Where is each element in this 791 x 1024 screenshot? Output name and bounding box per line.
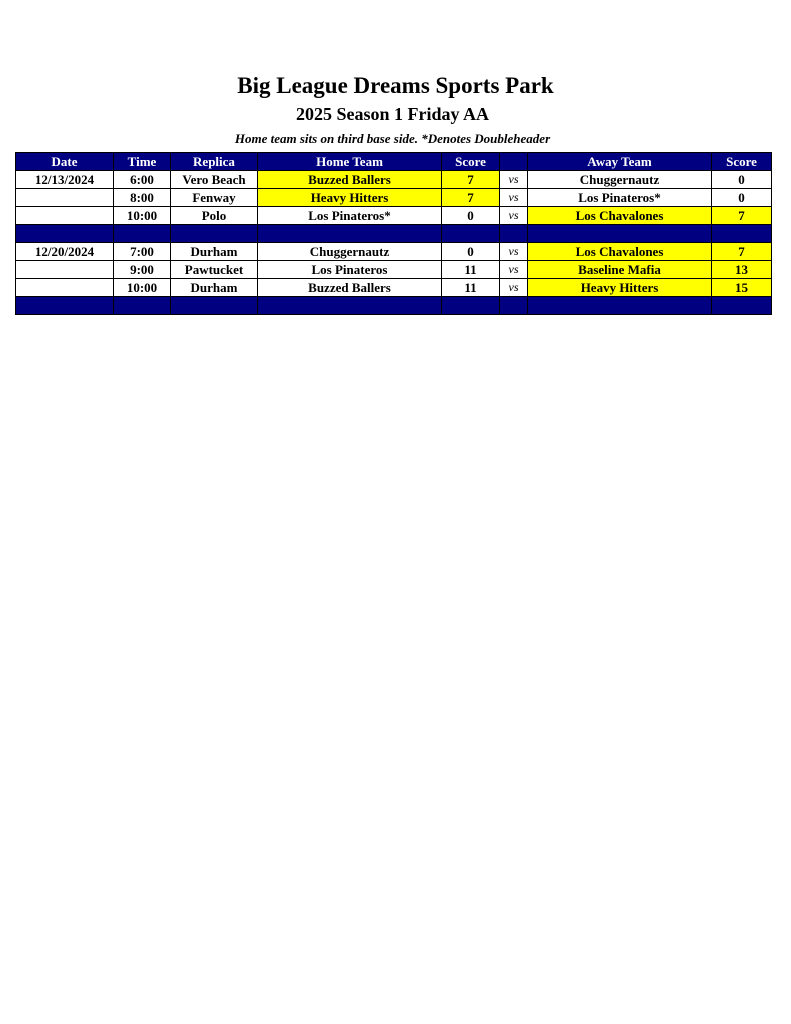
home-team: Heavy Hitters (258, 189, 442, 207)
game-date (16, 279, 114, 297)
vs-label: vs (500, 171, 528, 189)
game-date (16, 207, 114, 225)
vs-label: vs (500, 207, 528, 225)
separator-cell (712, 297, 772, 315)
separator-cell (442, 225, 500, 243)
game-row (16, 243, 772, 261)
game-time: 10:00 (114, 279, 171, 297)
away-score: 7 (712, 207, 772, 225)
separator-row (16, 297, 772, 315)
separator-cell (258, 225, 442, 243)
header-row (16, 153, 772, 171)
schedule-table (15, 152, 772, 315)
game-time: 9:00 (114, 261, 171, 279)
away-team: Los Chavalones (528, 243, 712, 261)
page-subtitle: 2025 Season 1 Friday AA (295, 104, 490, 124)
header-date: Date (16, 153, 114, 171)
home-score: 7 (442, 189, 500, 207)
home-score: 11 (442, 261, 500, 279)
home-team: Los Pinateros* (258, 207, 442, 225)
game-replica: Pawtucket (171, 261, 258, 279)
game-replica: Durham (171, 243, 258, 261)
away-team: Los Pinateros* (528, 189, 712, 207)
home-team: Chuggernautz (258, 243, 442, 261)
game-row (16, 261, 772, 279)
away-score: 15 (712, 279, 772, 297)
game-date (16, 189, 114, 207)
away-score: 13 (712, 261, 772, 279)
separator-row (16, 225, 772, 243)
game-date: 12/13/2024 (16, 171, 114, 189)
header-home-score: Score (442, 153, 500, 171)
game-time: 10:00 (114, 207, 171, 225)
game-row (16, 279, 772, 297)
away-score: 0 (712, 189, 772, 207)
header-time: Time (114, 153, 171, 171)
vs-label: vs (500, 243, 528, 261)
game-time: 7:00 (114, 243, 171, 261)
away-team: Los Chavalones (528, 207, 712, 225)
home-team: Los Pinateros (258, 261, 442, 279)
game-replica: Fenway (171, 189, 258, 207)
separator-cell (258, 297, 442, 315)
separator-cell (500, 225, 528, 243)
game-row (16, 207, 772, 225)
separator-cell (114, 225, 171, 243)
header-replica: Replica (171, 153, 258, 171)
separator-cell (16, 225, 114, 243)
separator-cell (712, 225, 772, 243)
home-score: 0 (442, 243, 500, 261)
home-team: Buzzed Ballers (258, 171, 442, 189)
page-title: Big League Dreams Sports Park (237, 73, 554, 98)
away-score: 0 (712, 171, 772, 189)
game-date (16, 261, 114, 279)
schedule-note: Home team sits on third base side. *Denotes Doubleheader (234, 131, 551, 146)
away-team: Baseline Mafia (528, 261, 712, 279)
separator-cell (500, 297, 528, 315)
away-team: Heavy Hitters (528, 279, 712, 297)
game-replica: Durham (171, 279, 258, 297)
game-time: 8:00 (114, 189, 171, 207)
game-row (16, 171, 772, 189)
game-replica: Vero Beach (171, 171, 258, 189)
game-date: 12/20/2024 (16, 243, 114, 261)
away-team: Chuggernautz (528, 171, 712, 189)
game-row (16, 189, 772, 207)
away-score: 7 (712, 243, 772, 261)
home-score: 0 (442, 207, 500, 225)
vs-label: vs (500, 189, 528, 207)
vs-label: vs (500, 261, 528, 279)
separator-cell (442, 297, 500, 315)
header-away-score: Score (712, 153, 772, 171)
separator-cell (171, 297, 258, 315)
vs-label: vs (500, 279, 528, 297)
game-replica: Polo (171, 207, 258, 225)
header-away-team: Away Team (528, 153, 712, 171)
separator-cell (114, 297, 171, 315)
schedule-body (16, 171, 772, 315)
home-score: 7 (442, 171, 500, 189)
separator-cell (16, 297, 114, 315)
header-home-team: Home Team (258, 153, 442, 171)
home-score: 11 (442, 279, 500, 297)
header-vs (500, 153, 528, 171)
home-team: Buzzed Ballers (258, 279, 442, 297)
separator-cell (528, 225, 712, 243)
separator-cell (171, 225, 258, 243)
separator-cell (528, 297, 712, 315)
game-time: 6:00 (114, 171, 171, 189)
